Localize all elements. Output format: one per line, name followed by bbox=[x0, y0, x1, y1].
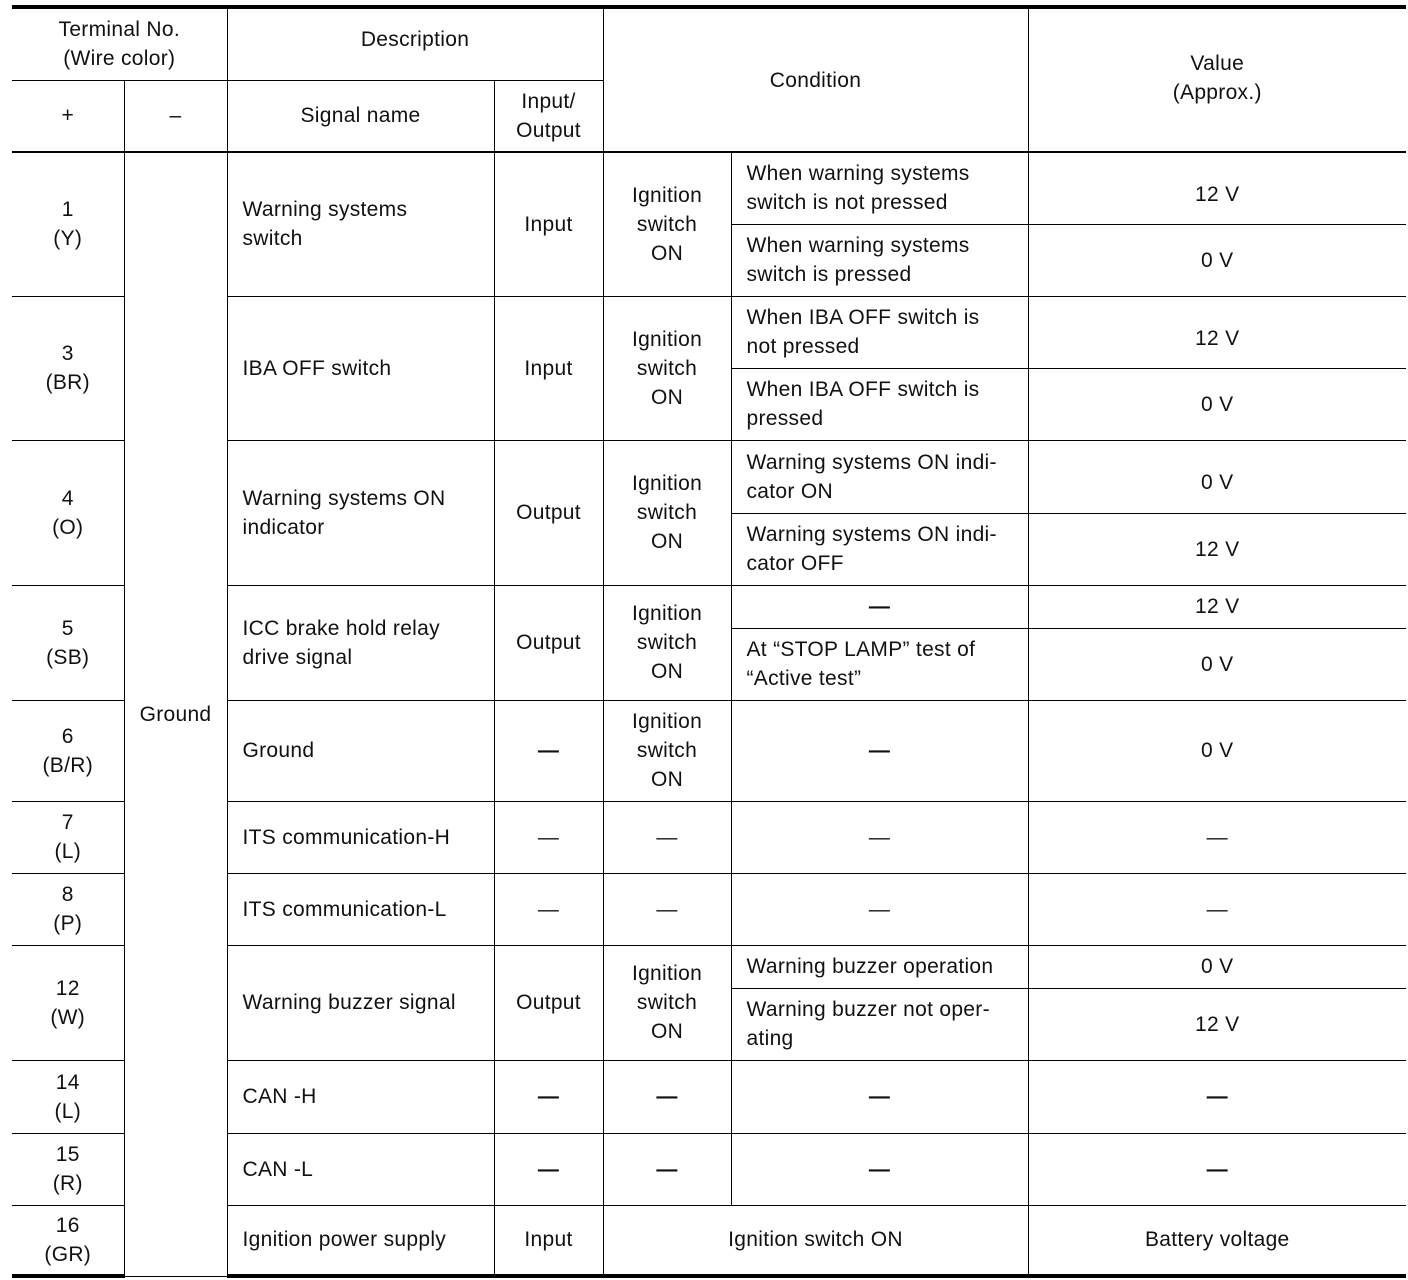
condition-cell: Ignition switch ON bbox=[603, 296, 731, 440]
value-header: Value (Approx.) bbox=[1028, 7, 1406, 152]
signal-name-cell: ITS communication-H bbox=[227, 801, 494, 873]
value-cell: 12 V bbox=[1028, 296, 1406, 368]
condition-cell: Ignition switch ON bbox=[603, 440, 731, 585]
terminal-cell: 6 (B/R) bbox=[12, 700, 124, 801]
value-cell: — bbox=[1028, 1133, 1406, 1205]
signal-name-cell: IBA OFF switch bbox=[227, 296, 494, 440]
signal-name-cell: Ground bbox=[227, 700, 494, 801]
plus-header: + bbox=[12, 80, 124, 152]
description-header: Description bbox=[227, 7, 603, 80]
terminal-cell: 7 (L) bbox=[12, 801, 124, 873]
ground-cell: Ground bbox=[124, 152, 227, 1276]
condition-cell: Ignition switch ON bbox=[603, 1205, 1028, 1276]
value-cell: 12 V bbox=[1028, 152, 1406, 224]
value-cell: 0 V bbox=[1028, 700, 1406, 801]
condition-cell: — bbox=[603, 1133, 731, 1205]
terminal-cell: 4 (O) bbox=[12, 440, 124, 585]
value-cell: 0 V bbox=[1028, 224, 1406, 296]
sub-condition-cell: Warning buzzer not oper- ating bbox=[731, 988, 1028, 1060]
io-cell: — bbox=[494, 801, 603, 873]
sub-condition-cell: At “STOP LAMP” test of “Active test” bbox=[731, 628, 1028, 700]
sub-condition-cell: Warning systems ON indi- cator ON bbox=[731, 440, 1028, 513]
sub-condition-cell: — bbox=[731, 1133, 1028, 1205]
table-row bbox=[12, 152, 1406, 224]
condition-cell: Ignition switch ON bbox=[603, 152, 731, 296]
terminal-no-header: Terminal No. (Wire color) bbox=[12, 7, 227, 80]
value-cell: 0 V bbox=[1028, 945, 1406, 988]
io-cell: Input bbox=[494, 152, 603, 296]
sub-condition-cell: When warning systems switch is not pressed bbox=[731, 152, 1028, 224]
value-cell: 12 V bbox=[1028, 513, 1406, 585]
terminal-cell: 1 (Y) bbox=[12, 152, 124, 296]
value-cell: — bbox=[1028, 873, 1406, 945]
terminal-cell: 14 (L) bbox=[12, 1060, 124, 1133]
condition-cell: — bbox=[603, 801, 731, 873]
condition-cell: Ignition switch ON bbox=[603, 945, 731, 1060]
io-cell: — bbox=[494, 1060, 603, 1133]
terminal-cell: 12 (W) bbox=[12, 945, 124, 1060]
signal-name-header: Signal name bbox=[227, 80, 494, 152]
signal-name-cell: ICC brake hold relay drive signal bbox=[227, 585, 494, 700]
io-cell: Input bbox=[494, 1205, 603, 1276]
sub-condition-cell: — bbox=[731, 700, 1028, 801]
signal-name-cell: Warning buzzer signal bbox=[227, 945, 494, 1060]
condition-cell: Ignition switch ON bbox=[603, 700, 731, 801]
signal-name-cell: CAN -L bbox=[227, 1133, 494, 1205]
value-cell: 12 V bbox=[1028, 988, 1406, 1060]
terminal-cell: 15 (R) bbox=[12, 1133, 124, 1205]
sub-condition-cell: Warning buzzer operation bbox=[731, 945, 1028, 988]
minus-header: – bbox=[124, 80, 227, 152]
io-cell: Output bbox=[494, 440, 603, 585]
signal-name-cell: Warning systems ON indicator bbox=[227, 440, 494, 585]
value-cell: — bbox=[1028, 1060, 1406, 1133]
terminal-cell: 5 (SB) bbox=[12, 585, 124, 700]
signal-name-cell: Ignition power supply bbox=[227, 1205, 494, 1276]
condition-cell: — bbox=[603, 1060, 731, 1133]
io-cell: Input bbox=[494, 296, 603, 440]
header-row-1 bbox=[12, 7, 1406, 80]
value-cell: 12 V bbox=[1028, 585, 1406, 628]
terminal-cell: 8 (P) bbox=[12, 873, 124, 945]
terminal-cell: 3 (BR) bbox=[12, 296, 124, 440]
io-cell: — bbox=[494, 873, 603, 945]
sub-condition-cell: Warning systems ON indi- cator OFF bbox=[731, 513, 1028, 585]
io-cell: Output bbox=[494, 945, 603, 1060]
signal-name-cell: CAN -H bbox=[227, 1060, 494, 1133]
io-cell: — bbox=[494, 700, 603, 801]
io-cell: — bbox=[494, 1133, 603, 1205]
sub-condition-cell: — bbox=[731, 1060, 1028, 1133]
condition-cell: Ignition switch ON bbox=[603, 585, 731, 700]
condition-header: Condition bbox=[603, 7, 1028, 152]
sub-condition-cell: — bbox=[731, 873, 1028, 945]
value-cell: Battery voltage bbox=[1028, 1205, 1406, 1276]
terminal-spec-table bbox=[12, 5, 1406, 1278]
input-output-header: Input/ Output bbox=[494, 80, 603, 152]
value-cell: 0 V bbox=[1028, 368, 1406, 440]
io-cell: Output bbox=[494, 585, 603, 700]
signal-name-cell: Warning systems switch bbox=[227, 152, 494, 296]
sub-condition-cell: — bbox=[731, 585, 1028, 628]
signal-name-cell: ITS communication-L bbox=[227, 873, 494, 945]
sub-condition-cell: — bbox=[731, 801, 1028, 873]
sub-condition-cell: When IBA OFF switch is pressed bbox=[731, 368, 1028, 440]
condition-cell: — bbox=[603, 873, 731, 945]
sub-condition-cell: When IBA OFF switch is not pressed bbox=[731, 296, 1028, 368]
sub-condition-cell: When warning systems switch is pressed bbox=[731, 224, 1028, 296]
terminal-cell: 16 (GR) bbox=[12, 1205, 124, 1276]
value-cell: 0 V bbox=[1028, 628, 1406, 700]
value-cell: 0 V bbox=[1028, 440, 1406, 513]
value-cell: — bbox=[1028, 801, 1406, 873]
